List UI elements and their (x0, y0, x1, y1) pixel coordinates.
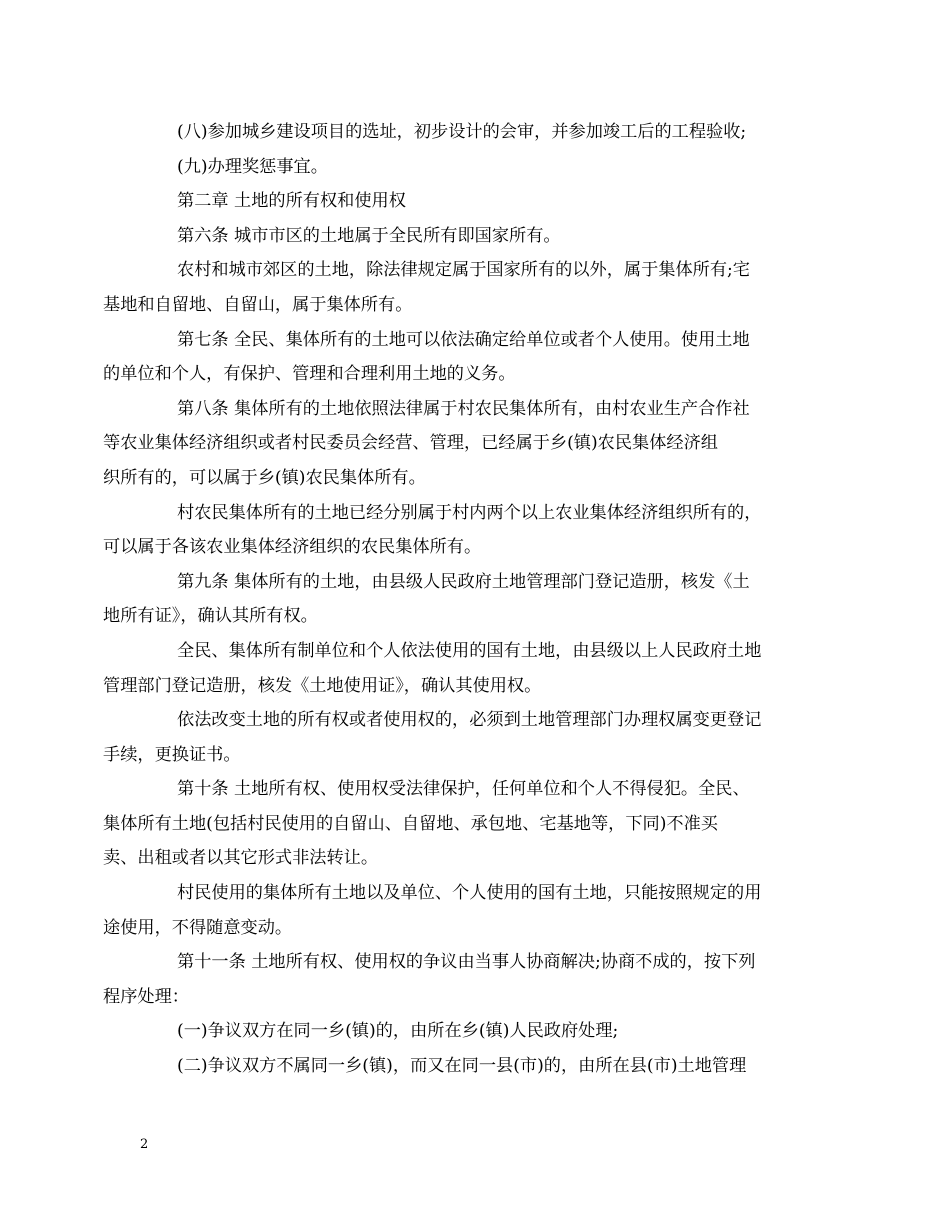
text-line: 全民、集体所有制单位和个人依法使用的国有土地，由县级以上人民政府土地 (177, 640, 762, 661)
text-line: 地所有证》，确认其所有权。 (103, 606, 318, 627)
text-line: 农村和城市郊区的土地，除法律规定属于国家所有的以外，属于集体所有;宅 (177, 260, 750, 281)
text-line: 集体所有土地(包括村民使用的自留山、自留地、承包地、宅基地等，下同)不准买 (103, 813, 718, 834)
text-line: 程序处理： (103, 986, 189, 1007)
text-line: (一)争议双方在同一乡(镇)的，由所在乡(镇)人民政府处理; (177, 1021, 619, 1042)
text-line: 第六条 城市市区的土地属于全民所有即国家所有。 (177, 225, 561, 246)
text-line: 第十一条 土地所有权、使用权的争议由当事人协商解决;协商不成的，按下列 (177, 952, 756, 973)
text-line: 等农业集体经济组织或者村民委员会经营、管理，已经属于乡(镇)农民集体经济组 (103, 433, 718, 454)
page-number: 2 (140, 1137, 149, 1152)
text-line: (八)参加城乡建设项目的选址，初步设计的会审，并参加竣工后的工程验收; (177, 122, 747, 142)
paragraph (140, 184, 812, 219)
paragraph (140, 1014, 812, 1049)
text-line: 第七条 全民、集体所有的土地可以依法确定给单位或者个人使用。使用土地 (177, 329, 750, 350)
paragraph (140, 219, 812, 254)
text-line: 第十条 土地所有权、使用权受法律保护，任何单位和个人不得侵犯。全民、 (177, 779, 750, 800)
paragraph (103, 323, 812, 392)
text-line: 第八条 集体所有的土地依照法律属于村农民集体所有，由村农业生产合作社 (177, 398, 750, 419)
paragraph (103, 565, 812, 634)
paragraph (140, 150, 812, 185)
paragraph (103, 392, 812, 496)
text-line: (九)办理奖惩事宜。 (177, 156, 328, 177)
paragraph (103, 703, 812, 772)
paragraph (103, 945, 812, 1014)
paragraph (103, 772, 812, 876)
paragraph (103, 496, 812, 565)
text-line: 基地和自留地、自留山，属于集体所有。 (103, 294, 413, 315)
text-line: 村农民集体所有的土地已经分别属于村内两个以上农业集体经济组织所有的， (177, 502, 762, 523)
text-line: 织所有的，可以属于乡(镇)农民集体所有。 (103, 467, 426, 488)
paragraph (103, 634, 812, 703)
text-line: 依法改变土地的所有权或者使用权的，必须到土地管理部门办理权属变更登记 (177, 710, 762, 731)
text-line: 可以属于各该农业集体经济组织的农民集体所有。 (103, 537, 482, 558)
text-line: 卖、出租或者以其它形式非法转让。 (103, 848, 379, 869)
document-body (103, 115, 812, 1084)
text-line: (二)争议双方不属同一乡(镇)，而又在同一县(市)的，由所在县(市)土地管理 (177, 1056, 747, 1077)
paragraph (140, 115, 812, 150)
text-line: 的单位和个人，有保护、管理和合理利用土地的义务。 (103, 364, 516, 385)
paragraph (140, 1049, 812, 1084)
text-line: 管理部门登记造册，核发《土地使用证》，确认其使用权。 (103, 675, 542, 696)
text-line: 第九条 集体所有的土地，由县级人民政府土地管理部门登记造册，核发《土 (177, 571, 750, 592)
paragraph (103, 253, 812, 322)
text-line: 村民使用的集体所有土地以及单位、个人使用的国有土地，只能按照规定的用 (177, 883, 762, 904)
text-line: 途使用，不得随意变动。 (103, 917, 293, 938)
paragraph (103, 876, 812, 945)
text-line: 手续，更换证书。 (103, 744, 241, 765)
text-line: 第二章 土地的所有权和使用权 (177, 191, 406, 212)
